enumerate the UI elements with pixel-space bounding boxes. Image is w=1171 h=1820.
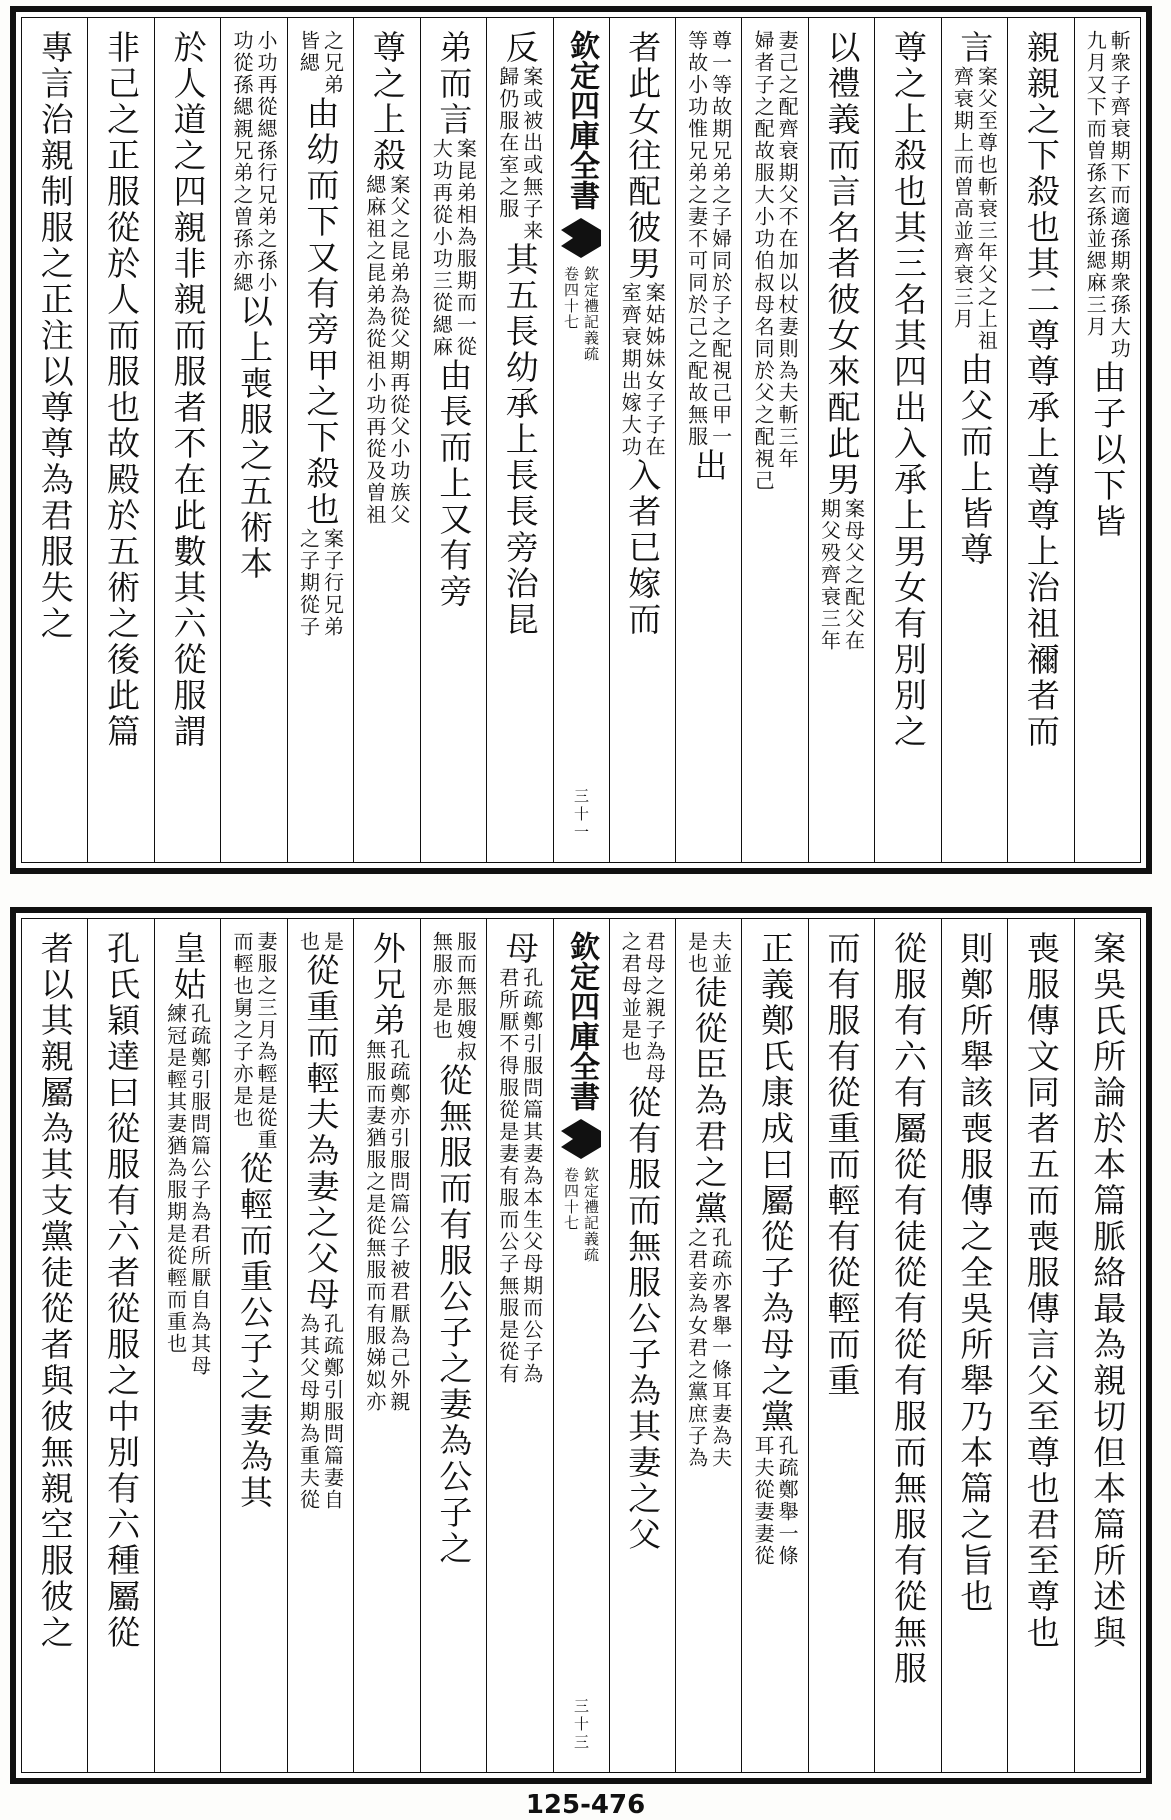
center-gutter [553, 919, 609, 1772]
commentary-note-line: 案或被出或無子来 [519, 66, 544, 242]
commentary-note-line: 君母之親子為母 [642, 931, 667, 1085]
commentary-note-line: 九月又下而曽孫玄孫並緦麻三月 [1083, 30, 1108, 338]
text-column [353, 18, 419, 862]
commentary-note-line: 孔疏鄭亦引服問篇公子被君厭為己外親 [386, 1039, 411, 1413]
commentary-note-line: 功從孫緦親兄弟之曽孫亦緦 [230, 30, 255, 294]
main-text: 而有服有從重而輕有從輕而重 [822, 931, 862, 1399]
commentary-note-line: 案姑姊妹女子子在 [642, 282, 667, 458]
main-text: 專言治親制服之正注以尊尊為君服失之 [35, 30, 75, 642]
commentary-note-line: 期父殁齊衰三年 [817, 498, 842, 652]
main-text: 反 [500, 30, 540, 66]
bottom-page [10, 907, 1152, 1784]
commentary-note-line: 大功再從小功三從緦麻 [429, 138, 454, 358]
main-text: 從服有六有屬從有徒從有從有服而無服有從無服 [888, 931, 928, 1687]
volume-number: 卷四十七 [562, 1167, 580, 1231]
text-column [808, 18, 874, 862]
commentary-note-line: 是 [320, 931, 345, 953]
commentary-note-line: 孔疏鄭引服問篇公子為君所厭自為其母 [187, 1003, 212, 1377]
commentary-note-line: 案母父之配父在 [841, 498, 866, 652]
bottom-page-columns [21, 918, 1141, 1773]
main-text: 尊之上殺也其三名其四出入承上男女有別別之 [888, 30, 928, 750]
text-column [287, 18, 353, 862]
volume-info [562, 266, 600, 362]
main-text: 親親之下殺也其二尊尊承上尊尊上治祖禰者而 [1021, 30, 1061, 750]
main-text: 於人道之四親非親而服者不在此數其六從服謂 [168, 30, 208, 750]
text-column [220, 919, 286, 1772]
main-text-continued: 從輕而重公子之妻為其 [235, 1151, 275, 1511]
commentary-note-line: 案父至尊也斬衰三年父之上祖 [974, 66, 999, 352]
volume-info [562, 1167, 600, 1263]
text-column [486, 18, 552, 862]
commentary-note [165, 1003, 211, 1377]
commentary-note-line: 服而無服嫂叔 [453, 931, 478, 1063]
commentary-note [364, 1039, 410, 1413]
commentary-note [686, 30, 732, 448]
commentary-note [951, 66, 997, 352]
text-column [1007, 18, 1073, 862]
text-column [22, 18, 87, 862]
commentary-note [430, 931, 476, 1063]
commentary-note-line: 而輕也舅之子亦是也 [230, 931, 255, 1129]
commentary-note-line: 也 [296, 931, 321, 953]
leaf-number: 三十一 [572, 788, 590, 842]
fish-tail-mark-icon [561, 218, 601, 258]
commentary-note-line: 齊衰期上而曽高並齊衰三月 [950, 66, 975, 330]
commentary-note-line: 妻服之三月為輕是從重 [254, 931, 279, 1151]
top-page-columns [21, 17, 1141, 863]
text-column [154, 919, 220, 1772]
fish-tail-mark-icon [561, 1119, 601, 1159]
book-title: 欽定四庫全書 [564, 30, 599, 210]
main-text-continued: 從重而輕夫為妻之父母 [301, 953, 341, 1313]
main-text: 孔氏穎達曰從服有六者從服之中別有六種屬從 [102, 931, 142, 1651]
commentary-note [430, 138, 476, 358]
text-column [1074, 18, 1140, 862]
commentary-note-line: 之君母並是也 [618, 931, 643, 1063]
commentary-note-line: 夫並 [708, 931, 733, 975]
main-text-continued: 由子以下皆 [1088, 360, 1128, 540]
main-text-continued: 徒從臣為君之黨 [689, 975, 729, 1227]
commentary-note-line: 練冠是輕其妻猶為服期是從輕而重也 [163, 1003, 188, 1355]
commentary-note-line: 之君妾為女君之黨庶子為 [684, 1227, 709, 1469]
main-text: 尊之上殺 [367, 30, 407, 174]
commentary-note-line: 之子期從子 [296, 528, 321, 638]
main-text: 喪服傳文同者五而喪服傳言父至尊也君至尊也 [1021, 931, 1061, 1651]
text-column [420, 919, 486, 1772]
commentary-note-line: 孔疏亦畧舉一條耳妻為夫 [708, 1227, 733, 1469]
commentary-note [819, 498, 865, 652]
main-text-continued: 從有服而無服公子為其妻之父 [623, 1085, 663, 1553]
commentary-note [297, 931, 343, 953]
commentary-note [231, 931, 277, 1151]
page-number: 125-476 [525, 1790, 646, 1820]
text-column [22, 919, 87, 1772]
main-text-continued: 由長而上又有旁 [434, 358, 474, 610]
leaf-number: 三十三 [572, 1698, 590, 1752]
commentary-note-line: 孔疏鄭引服問篇其妻為本生父母期而公子為 [519, 967, 544, 1385]
commentary-note-line: 孔疏鄭引服問篇妻自 [320, 1313, 345, 1511]
main-text-continued: 以上喪服之五術本 [235, 294, 275, 582]
main-text: 母 [500, 931, 540, 967]
commentary-note [686, 1227, 732, 1469]
main-text: 言 [955, 30, 995, 66]
main-text: 弟而言 [434, 30, 474, 138]
commentary-note [497, 66, 543, 242]
volume-number: 卷四十七 [562, 266, 580, 330]
text-column [941, 919, 1007, 1772]
text-column [675, 18, 741, 862]
commentary-note [686, 931, 732, 975]
center-gutter [553, 18, 609, 862]
text-column [486, 919, 552, 1772]
main-text: 者以其親屬為其支黨徒從者與彼無親空服彼之 [35, 931, 75, 1651]
book-title: 欽定四庫全書 [564, 931, 599, 1111]
text-column [220, 18, 286, 862]
commentary-note [752, 1435, 798, 1567]
text-column [1007, 919, 1073, 1772]
commentary-note [619, 282, 665, 458]
commentary-note [297, 30, 343, 96]
main-text-continued: 入者已嫁而 [623, 458, 663, 638]
main-text-continued: 從無服而有服公子之妻為公子之 [434, 1063, 474, 1567]
book-subtitle: 欽定禮記義疏 [582, 1167, 600, 1263]
text-column [941, 18, 1007, 862]
commentary-note-line: 君所厭不得服從是妻有服而公子無服是從有 [495, 967, 520, 1385]
text-column [287, 919, 353, 1772]
commentary-note [752, 30, 798, 492]
text-column [609, 919, 675, 1772]
commentary-note-line: 耳夫從妻妻從 [751, 1435, 776, 1567]
commentary-note-line: 尊一等故期兄弟之子婦同於子之配視己甲一 [708, 30, 733, 448]
main-text-continued: 出 [689, 448, 729, 484]
commentary-note-line: 皆緦 [296, 30, 321, 74]
commentary-note-line: 小功再從緦孫行兄弟之孫小 [254, 30, 279, 294]
commentary-note-line: 案昆弟相為服期而一從 [453, 138, 478, 358]
text-column [874, 919, 940, 1772]
top-page [10, 6, 1152, 874]
main-text: 非己之正服從於人而服也故殿於五術之後此篇 [102, 30, 142, 750]
commentary-note [297, 528, 343, 638]
main-text: 皇姑 [168, 931, 208, 1003]
main-text-continued: 由幼而下又有旁甲之下殺也 [301, 96, 341, 528]
commentary-note [497, 967, 543, 1385]
commentary-note-line: 之兄弟 [320, 30, 345, 96]
commentary-note-line: 孔疏鄭舉一條 [775, 1435, 800, 1567]
commentary-note [231, 30, 277, 294]
book-subtitle: 欽定禮記義疏 [582, 266, 600, 362]
main-text: 以禮義而言名者彼女來配此男 [822, 30, 862, 498]
commentary-note [297, 1313, 343, 1511]
commentary-note-line: 婦者子之配故服大小功伯叔母名同於父之配視己 [751, 30, 776, 492]
text-column [353, 919, 419, 1772]
commentary-note-line: 案父之昆弟為從父期再從父小功族父 [386, 174, 411, 526]
text-column [609, 18, 675, 862]
commentary-note [619, 931, 665, 1085]
commentary-note-line: 妻己之配齊衰期父不在加以杖妻則為夫斬三年 [775, 30, 800, 470]
text-column [154, 18, 220, 862]
text-column [87, 919, 153, 1772]
commentary-note-line: 室齊衰期出嫁大功 [618, 282, 643, 458]
text-column [874, 18, 940, 862]
commentary-note-line: 等故小功惟兄弟之妻不可同於己之配故無服 [684, 30, 709, 448]
text-column [675, 919, 741, 1772]
commentary-note [364, 174, 410, 526]
commentary-note-line: 是也 [684, 931, 709, 975]
main-text: 外兄弟 [367, 931, 407, 1039]
commentary-note-line: 歸仍服在室之服 [495, 66, 520, 220]
commentary-note [1084, 30, 1130, 360]
main-text: 則鄭所舉該喪服傳之全吳所舉乃本篇之旨也 [955, 931, 995, 1615]
text-column [87, 18, 153, 862]
text-column [741, 919, 807, 1772]
commentary-note-line: 無服而妻猶服之是從無服而有服娣姒亦 [362, 1039, 387, 1413]
commentary-note-line: 無服亦是也 [429, 931, 454, 1041]
commentary-note-line: 斬衆子齊衰期下而適孫期衆孫大功 [1107, 30, 1132, 360]
text-column [1074, 919, 1140, 1772]
text-column [420, 18, 486, 862]
main-text: 正義鄭氏康成曰屬從子為母之黨 [756, 931, 796, 1435]
main-text: 者此女往配彼男 [623, 30, 663, 282]
main-text-continued: 由父而上皆尊 [955, 352, 995, 568]
commentary-note-line: 為其父母期為重夫從 [296, 1313, 321, 1511]
text-column [808, 919, 874, 1772]
commentary-note-line: 案子行兄弟 [320, 528, 345, 638]
main-text: 案吳氏所論於本篇脈絡最為親切但本篇所述與 [1088, 931, 1128, 1651]
commentary-note-line: 緦麻祖之昆弟為從祖小功再從及曽祖 [362, 174, 387, 526]
text-column [741, 18, 807, 862]
main-text-continued: 其五長幼承上長長旁治昆 [500, 242, 540, 638]
